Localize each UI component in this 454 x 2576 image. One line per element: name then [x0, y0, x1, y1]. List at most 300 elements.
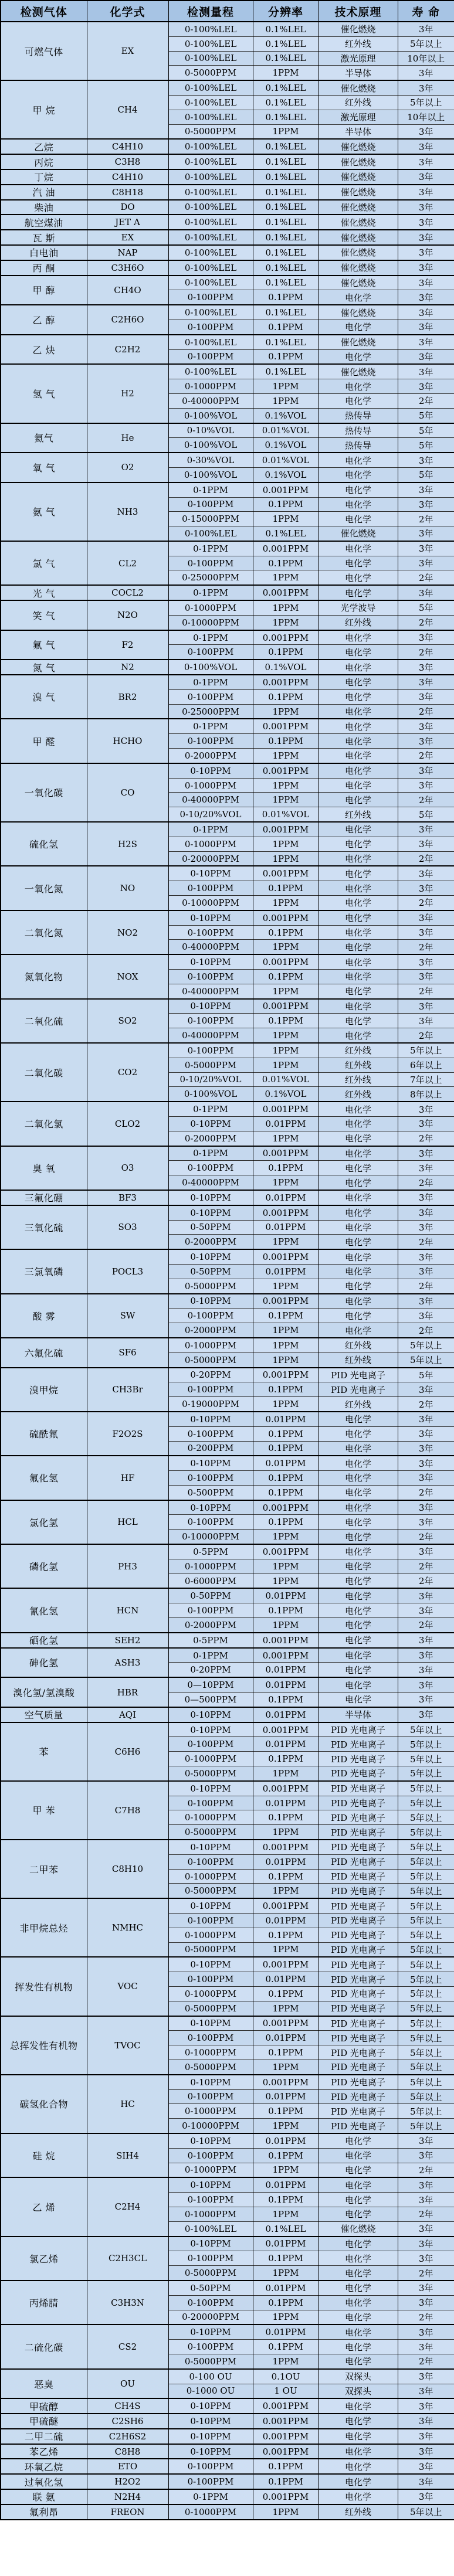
lifespan-cell: 5年以上	[398, 1752, 454, 1766]
principle-cell: 催化燃烧	[319, 139, 398, 154]
resolution-cell: 1PPM	[253, 1058, 319, 1072]
lifespan-cell: 2年	[398, 393, 454, 408]
resolution-cell: 0.1PPM	[253, 1928, 319, 1942]
gas-name-cell: 硫化氢	[1, 822, 87, 866]
resolution-cell: 0.1PPM	[253, 1869, 319, 1884]
lifespan-cell: 3年	[398, 1014, 454, 1028]
formula-cell: JET A	[87, 215, 168, 230]
principle-cell: PID 光电离子	[319, 2104, 398, 2119]
range-cell: 0-5000PPM	[168, 1942, 253, 1957]
table-row	[1, 154, 454, 169]
range-cell: 0-10PPM	[168, 2324, 253, 2339]
formula-cell: EX	[87, 22, 168, 80]
range-cell: 0-1000PPM	[168, 600, 253, 615]
resolution-cell: 0.001PPM	[253, 910, 319, 925]
table-row	[1, 1456, 454, 1470]
resolution-cell: 0.1PPM	[253, 1603, 319, 1618]
formula-cell: CS2	[87, 2324, 168, 2368]
principle-cell: 热传导	[319, 438, 398, 453]
lifespan-cell: 3年	[398, 778, 454, 793]
range-cell: 0-10%VOL	[168, 423, 253, 438]
lifespan-cell: 2年	[398, 1559, 454, 1574]
gas-name-cell: 二氧化硫	[1, 999, 87, 1043]
table-row	[1, 2474, 454, 2489]
principle-cell: PID 光电离子	[319, 1854, 398, 1869]
principle-cell: 电化学	[319, 1028, 398, 1043]
table-row	[1, 1102, 454, 1116]
lifespan-cell: 3年	[398, 276, 454, 290]
lifespan-cell: 3年	[398, 763, 454, 778]
formula-cell: H2S	[87, 822, 168, 866]
principle-cell: 电化学	[319, 675, 398, 689]
resolution-cell: 0.1PPM	[253, 2459, 319, 2474]
table-row	[1, 185, 454, 200]
principle-cell: 电化学	[319, 1485, 398, 1500]
gas-name-cell: 甲 烷	[1, 80, 87, 139]
lifespan-cell: 3年	[398, 320, 454, 334]
table-row	[1, 1205, 454, 1220]
resolution-cell: 1PPM	[253, 1338, 319, 1352]
resolution-cell: 1PPM	[253, 2354, 319, 2368]
range-cell: 0-1PPM	[168, 482, 253, 497]
resolution-cell: 0.001PPM	[253, 954, 319, 969]
gas-name-cell: 联 氨	[1, 2489, 87, 2504]
range-cell: 0-6000PPM	[168, 1574, 253, 1588]
range-cell: 0-2000PPM	[168, 1618, 253, 1633]
resolution-cell: 1PPM	[253, 749, 319, 763]
lifespan-cell: 3年	[398, 689, 454, 704]
lifespan-cell: 5年以上	[398, 1957, 454, 1972]
principle-cell: 电化学	[319, 1294, 398, 1309]
formula-cell: BR2	[87, 675, 168, 719]
principle-cell: 电化学	[319, 1102, 398, 1116]
lifespan-cell: 3年	[398, 2281, 454, 2295]
gas-name-cell: 乙 烯	[1, 2177, 87, 2236]
table-row	[1, 335, 454, 349]
range-cell: 0-100PPM	[168, 2340, 253, 2354]
principle-cell: 电化学	[319, 1323, 398, 1338]
gas-name-cell: 氮氧化物	[1, 954, 87, 998]
resolution-cell: 1PPM	[253, 1043, 319, 1058]
lifespan-cell: 3年	[398, 230, 454, 245]
table-row	[1, 305, 454, 320]
lifespan-cell: 3年	[398, 2148, 454, 2163]
formula-cell: H2	[87, 364, 168, 423]
formula-cell: C3H8	[87, 154, 168, 169]
gas-name-cell: 三氧化硫	[1, 1205, 87, 1249]
resolution-cell: 0.1%LEL	[253, 245, 319, 260]
principle-cell: 电化学	[319, 290, 398, 305]
principle-cell: 电化学	[319, 1161, 398, 1175]
principle-cell: 电化学	[319, 2429, 398, 2444]
lifespan-cell: 3年	[398, 837, 454, 851]
range-cell: 0-2000PPM	[168, 1235, 253, 1249]
lifespan-cell: 2年	[398, 1235, 454, 1249]
principle-cell: 电化学	[319, 2414, 398, 2429]
lifespan-cell: 3年	[398, 1116, 454, 1131]
lifespan-cell: 3年	[398, 1663, 454, 1677]
header-principle: 技术原理	[319, 1, 398, 22]
range-cell: 0-50PPM	[168, 1588, 253, 1603]
range-cell: 0-19000PPM	[168, 1397, 253, 1412]
resolution-cell: 1PPM	[253, 570, 319, 585]
resolution-cell: 1PPM	[253, 1766, 319, 1781]
resolution-cell: 0.001PPM	[253, 1368, 319, 1382]
range-cell: 0-10PPM	[168, 1840, 253, 1854]
lifespan-cell: 5年以上	[398, 1766, 454, 1781]
principle-cell: 热传导	[319, 408, 398, 423]
lifespan-cell: 3年	[398, 2251, 454, 2266]
resolution-cell: 0.1PPM	[253, 925, 319, 940]
header-range: 检测量程	[168, 1, 253, 22]
range-cell: 0-10PPM	[168, 1898, 253, 1913]
principle-cell: 电化学	[319, 541, 398, 556]
range-cell: 0-1000PPM	[168, 1928, 253, 1942]
lifespan-cell: 5年以上	[398, 2016, 454, 2031]
resolution-cell: 0.1PPM	[253, 1014, 319, 1028]
formula-cell: C4H10	[87, 169, 168, 185]
lifespan-cell: 3年	[398, 379, 454, 394]
lifespan-cell: 10年以上	[398, 51, 454, 66]
gas-name-cell: 硒化氢	[1, 1633, 87, 1648]
formula-cell: BF3	[87, 1190, 168, 1205]
resolution-cell: 0.1PPM	[253, 1752, 319, 1766]
gas-name-cell: 氦气	[1, 423, 87, 453]
resolution-cell: 0.01PPM	[253, 2324, 319, 2339]
lifespan-cell: 3年	[398, 1588, 454, 1603]
principle-cell: 激光原理	[319, 51, 398, 66]
principle-cell: 电化学	[319, 2489, 398, 2504]
range-cell: 0-100PPM	[168, 2193, 253, 2207]
header-resolution: 分辨率	[253, 1, 319, 22]
formula-cell: He	[87, 423, 168, 453]
formula-cell: HF	[87, 1456, 168, 1500]
lifespan-cell: 3年	[398, 675, 454, 689]
principle-cell: 双探头	[319, 2369, 398, 2384]
lifespan-cell: 8年以上	[398, 1087, 454, 1102]
resolution-cell: 1PPM	[253, 793, 319, 807]
range-cell: 0-100%LEL	[168, 95, 253, 110]
principle-cell: 催化燃烧	[319, 22, 398, 36]
formula-cell: NH3	[87, 482, 168, 541]
lifespan-cell: 3年	[398, 1264, 454, 1279]
principle-cell: 电化学	[319, 1116, 398, 1131]
table-row	[1, 1294, 454, 1309]
formula-cell: HCL	[87, 1500, 168, 1544]
table-row	[1, 1338, 454, 1352]
resolution-cell: 1PPM	[253, 1825, 319, 1840]
gas-name-cell: 过氧化氢	[1, 2474, 87, 2489]
formula-cell: NO2	[87, 910, 168, 954]
resolution-cell: 1PPM	[253, 1279, 319, 1293]
resolution-cell: 0.1%LEL	[253, 154, 319, 169]
range-cell: 0-20000PPM	[168, 851, 253, 866]
resolution-cell: 0.1PPM	[253, 881, 319, 896]
gas-name-cell: 氟利昂	[1, 2504, 87, 2520]
lifespan-cell: 2年	[398, 2266, 454, 2281]
principle-cell: 红外线	[319, 1352, 398, 1367]
principle-cell: 催化燃烧	[319, 185, 398, 200]
principle-cell: 电化学	[319, 2266, 398, 2281]
lifespan-cell: 3年	[398, 526, 454, 541]
gas-name-cell: 空气质量	[1, 1707, 87, 1722]
resolution-cell: 0.01%VOL	[253, 1072, 319, 1087]
resolution-cell: 0.001PPM	[253, 1294, 319, 1309]
lifespan-cell: 3年	[398, 1500, 454, 1515]
principle-cell: 催化燃烧	[319, 526, 398, 541]
resolution-cell: 0.01PPM	[253, 2089, 319, 2104]
resolution-cell: 0.01PPM	[253, 2031, 319, 2045]
range-cell: 0-50PPM	[168, 1220, 253, 1235]
lifespan-cell: 3年	[398, 2369, 454, 2384]
range-cell: 0-10PPM	[168, 2429, 253, 2444]
principle-cell: 电化学	[319, 645, 398, 660]
principle-cell: 电化学	[319, 1677, 398, 1692]
principle-cell: 电化学	[319, 1618, 398, 1633]
resolution-cell: 0.1PPM	[253, 1693, 319, 1707]
principle-cell: 电化学	[319, 1515, 398, 1530]
resolution-cell: 0.001PPM	[253, 1957, 319, 1972]
range-cell: 0-30%VOL	[168, 453, 253, 467]
resolution-cell: 0.1%LEL	[253, 169, 319, 185]
principle-cell: 电化学	[319, 2163, 398, 2177]
table-row	[1, 541, 454, 556]
lifespan-cell: 2年	[398, 2354, 454, 2368]
lifespan-cell: 3年	[398, 2193, 454, 2207]
lifespan-cell: 2年	[398, 1279, 454, 1293]
principle-cell: 电化学	[319, 556, 398, 570]
resolution-cell: 0.001PPM	[253, 1648, 319, 1663]
resolution-cell: 0.001PPM	[253, 822, 319, 837]
lifespan-cell: 2年	[398, 1574, 454, 1588]
table-row	[1, 1190, 454, 1205]
gas-name-cell: 氟 气	[1, 630, 87, 660]
principle-cell: 电化学	[319, 1500, 398, 1515]
principle-cell: 电化学	[319, 1175, 398, 1190]
gas-name-cell: 碳氢化合物	[1, 2075, 87, 2133]
principle-cell: 电化学	[319, 999, 398, 1014]
principle-cell: 电化学	[319, 1588, 398, 1603]
principle-cell: PID 光电离子	[319, 1737, 398, 1752]
range-cell: 0-40000PPM	[168, 1028, 253, 1043]
principle-cell: 电化学	[319, 940, 398, 954]
principle-cell: 电化学	[319, 704, 398, 719]
range-cell: 0-100%LEL	[168, 139, 253, 154]
range-cell: 0-100PPM	[168, 1014, 253, 1028]
range-cell: 0-10PPM	[168, 763, 253, 778]
lifespan-cell: 5年以上	[398, 1840, 454, 1854]
resolution-cell: 0.1PPM	[253, 1810, 319, 1825]
table-row	[1, 1840, 454, 1854]
range-cell: 0-10PPM	[168, 1190, 253, 1205]
resolution-cell: 1PPM	[253, 778, 319, 793]
table-row	[1, 260, 454, 276]
table-row	[1, 2444, 454, 2459]
resolution-cell: 0.01PPM	[253, 1854, 319, 1869]
resolution-cell: 0.1PPM	[253, 1515, 319, 1530]
range-cell: 0-40000PPM	[168, 393, 253, 408]
formula-cell: C2SH6	[87, 2414, 168, 2429]
range-cell: 0-20PPM	[168, 1368, 253, 1382]
lifespan-cell: 3年	[398, 185, 454, 200]
principle-cell: 电化学	[319, 1220, 398, 1235]
range-cell: 0-100%LEL	[168, 335, 253, 349]
range-cell: 0-10/20%VOL	[168, 1072, 253, 1087]
principle-cell: 催化燃烧	[319, 276, 398, 290]
lifespan-cell: 3年	[398, 1456, 454, 1470]
range-cell: 0-5000PPM	[168, 2266, 253, 2281]
principle-cell: 电化学	[319, 1205, 398, 1220]
lifespan-cell: 3年	[398, 1309, 454, 1323]
principle-cell: 电化学	[319, 851, 398, 866]
lifespan-cell: 2年	[398, 1397, 454, 1412]
gas-name-cell: 甲 苯	[1, 1781, 87, 1840]
table-row	[1, 1544, 454, 1559]
table-row	[1, 2133, 454, 2148]
resolution-cell: 0.01PPM	[253, 1972, 319, 1987]
principle-cell: 半导体	[319, 1707, 398, 1722]
resolution-cell: 0.1OU	[253, 2369, 319, 2384]
range-cell: 0-1PPM	[168, 541, 253, 556]
formula-cell: C4H10	[87, 139, 168, 154]
principle-cell: 电化学	[319, 2281, 398, 2295]
principle-cell: 催化燃烧	[319, 169, 398, 185]
lifespan-cell: 5年以上	[398, 1986, 454, 2001]
range-cell: 0-10PPM	[168, 1957, 253, 1972]
principle-cell: PID 光电离子	[319, 1796, 398, 1810]
lifespan-cell: 3年	[398, 1707, 454, 1722]
lifespan-cell: 3年	[398, 200, 454, 215]
principle-cell: 电化学	[319, 393, 398, 408]
table-body	[1, 22, 454, 2520]
lifespan-cell: 3年	[398, 305, 454, 320]
lifespan-cell: 3年	[398, 1220, 454, 1235]
gas-name-cell: 三氟化硼	[1, 1190, 87, 1205]
range-cell: 0-1000PPM	[168, 379, 253, 394]
principle-cell: PID 光电离子	[319, 1752, 398, 1766]
principle-cell: 催化燃烧	[319, 305, 398, 320]
formula-cell: SF6	[87, 1338, 168, 1368]
principle-cell: 催化燃烧	[319, 2221, 398, 2236]
formula-cell: ETO	[87, 2459, 168, 2474]
lifespan-cell: 3年	[398, 2324, 454, 2339]
table-row	[1, 200, 454, 215]
range-cell: 0-2000PPM	[168, 749, 253, 763]
principle-cell: 催化燃烧	[319, 260, 398, 276]
lifespan-cell: 2年	[398, 2310, 454, 2324]
range-cell: 0-500PPM	[168, 1485, 253, 1500]
range-cell: 0-1PPM	[168, 719, 253, 733]
range-cell: 0-1PPM	[168, 2489, 253, 2504]
formula-cell: C3H6O	[87, 260, 168, 276]
formula-cell: N2	[87, 660, 168, 675]
gas-name-cell: 二氧化氮	[1, 910, 87, 954]
header-formula: 化学式	[87, 1, 168, 22]
lifespan-cell: 3年	[398, 2489, 454, 2504]
range-cell: 0-50PPM	[168, 2281, 253, 2295]
resolution-cell: 0.1PPM	[253, 1986, 319, 2001]
range-cell: 0-1000PPM	[168, 2207, 253, 2221]
resolution-cell: 0.01%VOL	[253, 453, 319, 467]
principle-cell: 电化学	[319, 970, 398, 984]
lifespan-cell: 5年以上	[398, 1338, 454, 1352]
principle-cell: 红外线	[319, 1338, 398, 1352]
formula-cell: CO	[87, 763, 168, 822]
gas-name-cell: 氢 气	[1, 364, 87, 423]
principle-cell: 电化学	[319, 2251, 398, 2266]
principle-cell: PID 光电离子	[319, 2075, 398, 2089]
gas-name-cell: 氨 气	[1, 482, 87, 541]
range-cell: 0-5000PPM	[168, 1766, 253, 1781]
principle-cell: 双探头	[319, 2384, 398, 2398]
lifespan-cell: 3年	[398, 80, 454, 95]
lifespan-cell: 3年	[398, 245, 454, 260]
lifespan-cell: 3年	[398, 2295, 454, 2310]
lifespan-cell: 5年以上	[398, 2001, 454, 2016]
resolution-cell: 0.01PPM	[253, 1264, 319, 1279]
range-cell: 0-10PPM	[168, 954, 253, 969]
resolution-cell: 0.1PPM	[253, 1426, 319, 1441]
table-row	[1, 1898, 454, 1913]
principle-cell: 电化学	[319, 2295, 398, 2310]
table-row	[1, 2075, 454, 2089]
formula-cell: C6H6	[87, 1722, 168, 1781]
lifespan-cell: 3年	[398, 2340, 454, 2354]
range-cell: 0-100PPM	[168, 1914, 253, 1928]
lifespan-cell: 3年	[398, 1146, 454, 1161]
lifespan-cell: 2年	[398, 984, 454, 998]
gas-name-cell: 甲 醇	[1, 276, 87, 305]
lifespan-cell: 5年以上	[398, 1854, 454, 1869]
lifespan-cell: 3年	[398, 260, 454, 276]
range-cell: 0-10PPM	[168, 1722, 253, 1737]
principle-cell: 电化学	[319, 793, 398, 807]
resolution-cell: 0.1%LEL	[253, 51, 319, 66]
table-row	[1, 2459, 454, 2474]
lifespan-cell: 3年	[398, 1294, 454, 1309]
lifespan-cell: 5年以上	[398, 1796, 454, 1810]
formula-cell: C2H4	[87, 2177, 168, 2236]
resolution-cell: 1PPM	[253, 984, 319, 998]
table-row	[1, 1722, 454, 1737]
lifespan-cell: 5年	[398, 807, 454, 822]
resolution-cell: 0.01PPM	[253, 1588, 319, 1603]
range-cell: 0-100PPM	[168, 349, 253, 364]
gas-name-cell: 三氯氧磷	[1, 1249, 87, 1293]
resolution-cell: 0.01PPM	[253, 1412, 319, 1426]
principle-cell: 红外线	[319, 1043, 398, 1058]
principle-cell: 电化学	[319, 2474, 398, 2489]
lifespan-cell: 3年	[398, 881, 454, 896]
resolution-cell: 1PPM	[253, 1942, 319, 1957]
formula-cell: O3	[87, 1146, 168, 1190]
range-cell: 0-1PPM	[168, 1102, 253, 1116]
range-cell: 0-100PPM	[168, 645, 253, 660]
lifespan-cell: 2年	[398, 2163, 454, 2177]
principle-cell: 电化学	[319, 2310, 398, 2324]
lifespan-cell: 3年	[398, 1102, 454, 1116]
range-cell: 0-100PPM	[168, 2474, 253, 2489]
principle-cell: PID 光电离子	[319, 1368, 398, 1382]
lifespan-cell: 3年	[398, 1382, 454, 1397]
gas-name-cell: 氟化氢	[1, 1456, 87, 1500]
principle-cell: PID 光电离子	[319, 1722, 398, 1737]
resolution-cell: 0.001PPM	[253, 999, 319, 1014]
range-cell: 0-100PPM	[168, 2148, 253, 2163]
resolution-cell: 1PPM	[253, 600, 319, 615]
table-row	[1, 1412, 454, 1426]
resolution-cell: 1PPM	[253, 1884, 319, 1898]
